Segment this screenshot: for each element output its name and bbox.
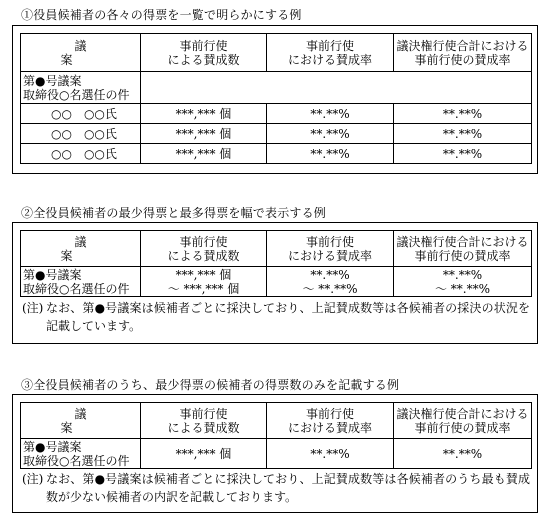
proposal-cell [21, 267, 141, 297]
votes-max: ～ ***,*** 個 [167, 281, 240, 296]
proposal-blank-cell [141, 72, 532, 104]
header-votes: 事前行使 による賛成数 [141, 403, 267, 439]
header-rate: 事前行使 における賛成率 [267, 231, 394, 267]
rate-min: **.**% [310, 267, 350, 282]
proposal-title: 取締役○名選任の件 [23, 87, 130, 102]
note-text: なお、第●号議案は候補者ごとに採決しており、上記賛成数等は各候補者の採決の状況を記載しています。 [46, 301, 530, 333]
candidate-name: ○○ ○○氏 [21, 104, 141, 124]
proposal-title: 取締役○名選任の件 [23, 281, 130, 296]
proposal-cell [21, 439, 141, 469]
section3-heading: ③全役員候補者のうち、最少得票の候補者の得票数のみを記載する例 [21, 378, 400, 392]
section3-note [22, 470, 530, 506]
table-row [21, 124, 532, 144]
proposal-number: 第●号議案 [23, 73, 82, 88]
table-row [21, 104, 532, 124]
header-total-rate: 議決権行使合計における 事前行使の賛成率 [394, 231, 532, 267]
header-rate: 事前行使 における賛成率 [267, 403, 394, 439]
candidate-rate: **.**% [267, 124, 394, 144]
candidate-rate: **.**% [267, 104, 394, 124]
header-proposal: 議 案 [21, 231, 141, 267]
section2-frame [12, 222, 538, 344]
section2-heading: ②全役員候補者の最少得票と最多得票を幅で表示する例 [21, 206, 327, 220]
table-row [21, 144, 532, 164]
header-proposal: 議 案 [21, 34, 141, 72]
table-row [21, 267, 532, 297]
header-proposal: 議 案 [21, 403, 141, 439]
table-header-row [21, 403, 532, 439]
rate-max: ～ **.**% [302, 281, 358, 296]
votes-min: ***,*** 個 [175, 267, 232, 282]
rate-range [267, 267, 394, 297]
section2-table [20, 230, 532, 297]
candidate-name: ○○ ○○氏 [21, 124, 141, 144]
votes-range [141, 267, 267, 297]
votes-value: ***,*** 個 [141, 439, 267, 469]
candidate-total-rate: **.**% [394, 144, 532, 164]
table-header-row [21, 231, 532, 267]
table-row [21, 439, 532, 469]
candidate-votes: ***,*** 個 [141, 124, 267, 144]
candidate-votes: ***,*** 個 [141, 104, 267, 124]
candidate-name: ○○ ○○氏 [21, 144, 141, 164]
candidate-votes: ***,*** 個 [141, 144, 267, 164]
header-total-rate: 議決権行使合計における 事前行使の賛成率 [394, 403, 532, 439]
note-lead: (注) [22, 472, 44, 486]
note-lead: (注) [22, 301, 44, 315]
header-total-rate: 議決権行使合計における 事前行使の賛成率 [394, 34, 532, 72]
section2-note [22, 299, 530, 335]
total-rate-min: **.**% [442, 267, 483, 282]
rate-value: **.**% [267, 439, 394, 469]
total-rate-range [394, 267, 532, 297]
proposal-row [21, 72, 532, 104]
candidate-total-rate: **.**% [394, 104, 532, 124]
proposal-number: 第●号議案 [23, 439, 82, 454]
proposal-number: 第●号議案 [23, 267, 82, 282]
section1-table [20, 33, 532, 164]
section1-frame [12, 25, 538, 174]
header-votes: 事前行使 による賛成数 [141, 34, 267, 72]
proposal-cell [21, 72, 141, 104]
note-text: なお、第●号議案は候補者ごとに採決しており、上記賛成数等は各候補者のうち最も賛成数が少ない候補者の内訳を記載しております。 [46, 472, 530, 504]
total-rate-max: ～ **.**% [434, 281, 491, 296]
candidate-total-rate: **.**% [394, 124, 532, 144]
header-votes: 事前行使 による賛成数 [141, 231, 267, 267]
header-rate: 事前行使 における賛成率 [267, 34, 394, 72]
section3-frame [12, 394, 538, 513]
total-rate-value: **.**% [394, 439, 532, 469]
proposal-title: 取締役○名選任の件 [23, 453, 130, 468]
section3-table [20, 402, 532, 469]
table-header-row [21, 34, 532, 72]
candidate-rate: **.**% [267, 144, 394, 164]
section1-heading: ①役員候補者の各々の得票を一覧で明らかにする例 [21, 8, 302, 22]
